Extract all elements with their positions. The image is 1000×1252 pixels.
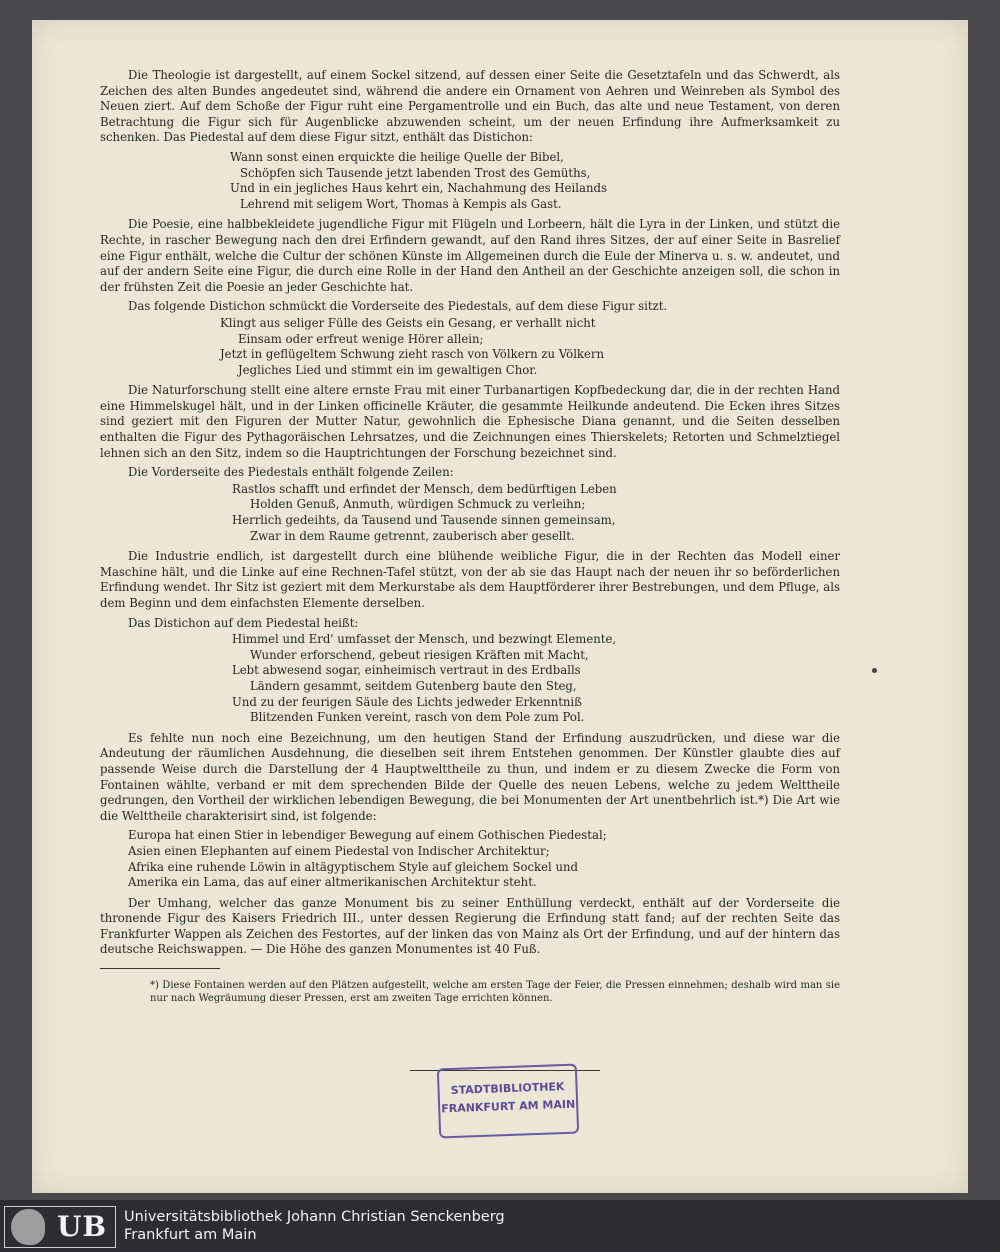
institution-name	[124, 1208, 505, 1244]
paragraph-industrie: Die Industrie endlich, ist dargestellt durch eine blühende weibliche Figur, die in der Rechten das Modell einer Maschine hält, und die Linke auf eine Rechnen-Tafel stützt, von der ab sie das Haupt nach der neuen ihr so beförderlichen Erfindung wendet. Ihr Sitz ist geziert mit dem Merkurstabe als dem Hauptförderer ihrer Bestrebungen, und dem Pfluge, als dem Beginn und dem einfachsten Elemente derselben.	[100, 549, 840, 610]
institution-line: Frankfurt am Main	[124, 1227, 257, 1243]
footer-bar	[0, 1200, 1000, 1252]
distichon-industrie	[100, 632, 840, 726]
intro-poesie: Das folgende Distichon schmückt die Vorderseite des Piedestals, auf dem diese Figur sitzt.	[128, 299, 668, 314]
verse-line: Und zu der feurigen Säule des Lichts jedweder Erkenntniß	[232, 694, 582, 709]
verse-line: Herrlich gedeihts, da Tausend und Tausende sinnen gemeinsam,	[232, 513, 616, 528]
verse-line: Schöpfen sich Tausende jetzt labenden Trost des Gemüths,	[240, 165, 591, 180]
verse-line: Lehrend mit seligem Wort, Thomas à Kempis als Gast.	[240, 196, 562, 211]
verse-line: Blitzenden Funken vereint, rasch von dem Pole zum Pol.	[250, 710, 585, 725]
verse-line: Wann sonst einen erquickte die heilige Quelle der Bibel,	[230, 149, 564, 164]
verse-line: Wunder erforschend, gebeut riesigen Kräften mit Macht,	[250, 647, 589, 662]
list-item: Asien einen Elephanten auf einem Piedestal von Indischer Architektur;	[128, 843, 550, 858]
paragraph-poesie: Die Poesie, eine halbbekleidete jugendliche Figur mit Flügeln und Lorbeern, hält die Lyra in der Linken, und stützt die Rechte, in rascher Bewegung nach den drei Erfindern gewandt, auf den Rand ihres Sitzes, der auf einer Seite in Basrelief eine Figur enthält, welche die Cultur der schönen Künste im Allgemeinen durch die Eule der Minerva u. s. w. andeutet, und auf der andern Seite eine Figur, die durch eine Rolle in der Hand den Antheil an der Geschichte anzeigen soll, die schon in der frühsten Zeit die Poesie an jeder Geschichte hat.	[100, 217, 840, 294]
footnote: *) Diese Fontainen werden auf den Plätzen aufgestellt, welche am ersten Tage der Feier, die Pressen einnehmen; deshalb wird man sie nur nach Wegräumung dieser Pressen, erst am zweiten Tage errichten können.	[150, 980, 840, 1005]
distichon-theologie	[100, 150, 840, 212]
list-item: Europa hat einen Stier in lebendiger Bewegung auf einem Gothischen Piedestal;	[128, 828, 607, 843]
intro-industrie: Das Distichon auf dem Piedestal heißt:	[128, 615, 359, 630]
stamp-line: FRANKFURT AM MAIN	[440, 1097, 576, 1116]
verse-line: Lebt abwesend sogar, einheimisch vertraut in des Erdballs	[232, 663, 581, 678]
document-text	[100, 68, 840, 1015]
list-item: Amerika ein Lama, das auf einer altmerikanischen Architektur steht.	[128, 875, 537, 890]
paragraph-welttheile: Es fehlte nun noch eine Bezeichnung, um den heutigen Stand der Erfindung auszudrücken, und diese war die Andeutung der räumlichen Ausdehnung, die dieselben seit ihrem Entstehen genommen. Der Künstler glaubte dies auf passende Weise durch die Darstellung der 4 Hauptwelttheile zu thun, und indem er zu diesem Zwecke die Form von Fontainen wählte, verband er mit dem sprechenden Bilde der Quelle des neuen Lebens, welche zu jedem Welttheile gedrungen, den Vortheil der wirklichen lebendigen Bewegung, die bei Monumenten der Art unentbehrlich ist.*) Die Art wie die Welttheile charakterisirt sind, ist folgende:	[100, 730, 840, 823]
ub-logo[interactable]	[4, 1206, 116, 1248]
library-stamp	[437, 1064, 579, 1139]
verse-line: Klingt aus seliger Fülle des Geists ein Gesang, er verhallt nicht	[220, 315, 596, 330]
verse-line: Und in ein jegliches Haus kehrt ein, Nachahmung des Heilands	[230, 181, 607, 196]
verse-line: Ländern gesammt, seitdem Gutenberg baute den Steg,	[250, 678, 577, 693]
verse-line: Zwar in dem Raume getrennt, zauberisch aber gesellt.	[250, 528, 575, 543]
verse-line: Einsam oder erfreut wenige Hörer allein;	[238, 331, 484, 346]
verse-line: Holden Genuß, Anmuth, würdigen Schmuck zu verleihn;	[250, 497, 586, 512]
verse-naturforschung	[100, 482, 840, 544]
stamp-line: STADTBIBLIOTHEK	[450, 1080, 565, 1097]
ink-spot	[872, 668, 877, 673]
verse-line: Himmel und Erd' umfasset der Mensch, und bezwingt Elemente,	[232, 632, 617, 647]
footnote-divider	[100, 968, 220, 969]
verse-line: Jegliches Lied und stimmt ein im gewaltigen Chor.	[238, 362, 538, 377]
verse-line: Rastlos schafft und erfindet der Mensch, dem bedürftigen Leben	[232, 481, 617, 496]
distichon-poesie	[100, 316, 840, 378]
verse-line: Jetzt in geflügeltem Schwung zieht rasch von Völkern zu Völkern	[220, 347, 605, 362]
paragraph-theologie: Die Theologie ist dargestellt, auf einem Sockel sitzend, auf dessen einer Seite die Gesetztafeln und das Schwerdt, als Zeichen des alten Bundes angedeutet sind, während die andere ein Ornament von Aehren und Weinreben als Symbol des Neuen ziert. Auf dem Schoße der Figur ruht eine Pergamentrolle und ein Buch, das alte und neue Testament, von deren Betrachtung die Figur sich für Augenblicke abzuwenden scheint, um der neuen Erfindung ihre Aufmerksamkeit zu schenken. Das Piedestal auf dem diese Figur sitzt, enthält das Distichon:	[100, 68, 840, 145]
paragraph-umhang: Der Umhang, welcher das ganze Monument bis zu seiner Enthüllung verdeckt, enthält auf der Vorderseite die thronende Figur des Kaisers Friedrich III., unter dessen Regierung die Erfindung statt fand; auf der rechten Seite das Frankfurter Wappen als Zeichen des Festortes, auf der linken das von Mainz als Ort der Erfindung, und auf der hintern das deutsche Reichswappen. — Die Höhe des ganzen Monumentes ist 40 Fuß.	[100, 895, 840, 957]
portrait-icon	[11, 1209, 45, 1245]
institution-line: Universitätsbibliothek Johann Christian Senckenberg	[124, 1209, 505, 1225]
list-welttheile	[100, 828, 840, 890]
list-item: Afrika eine ruhende Löwin in altägyptischem Style auf gleichem Sockel und	[128, 859, 579, 874]
paragraph-naturforschung: Die Naturforschung stellt eine altere ernste Frau mit einer Turbanartigen Kopfbedeckung dar, die in der rechten Hand eine Himmelskugel hält, und in der Linken officinelle Kräuter, die gesammte Heilkunde andeutend. Die Ecken ihres Sitzes sind geziert mit den Figuren der Mutter Natur, gewohnlich die Ephesische Diana genannt, und die Seiten desselben enthalten die Figur des Pythagoräischen Lehrsatzes, und die Zeichnungen eines Thierskelets; Retorten und Schmelztiegel lehnen sich an den Sitz, indem so die Hauptrichtungen der Forschung bezeichnet sind.	[100, 383, 840, 460]
intro-naturforschung: Die Vorderseite des Piedestals enthält folgende Zeilen:	[128, 465, 454, 480]
logo-text: UB	[57, 1210, 108, 1243]
